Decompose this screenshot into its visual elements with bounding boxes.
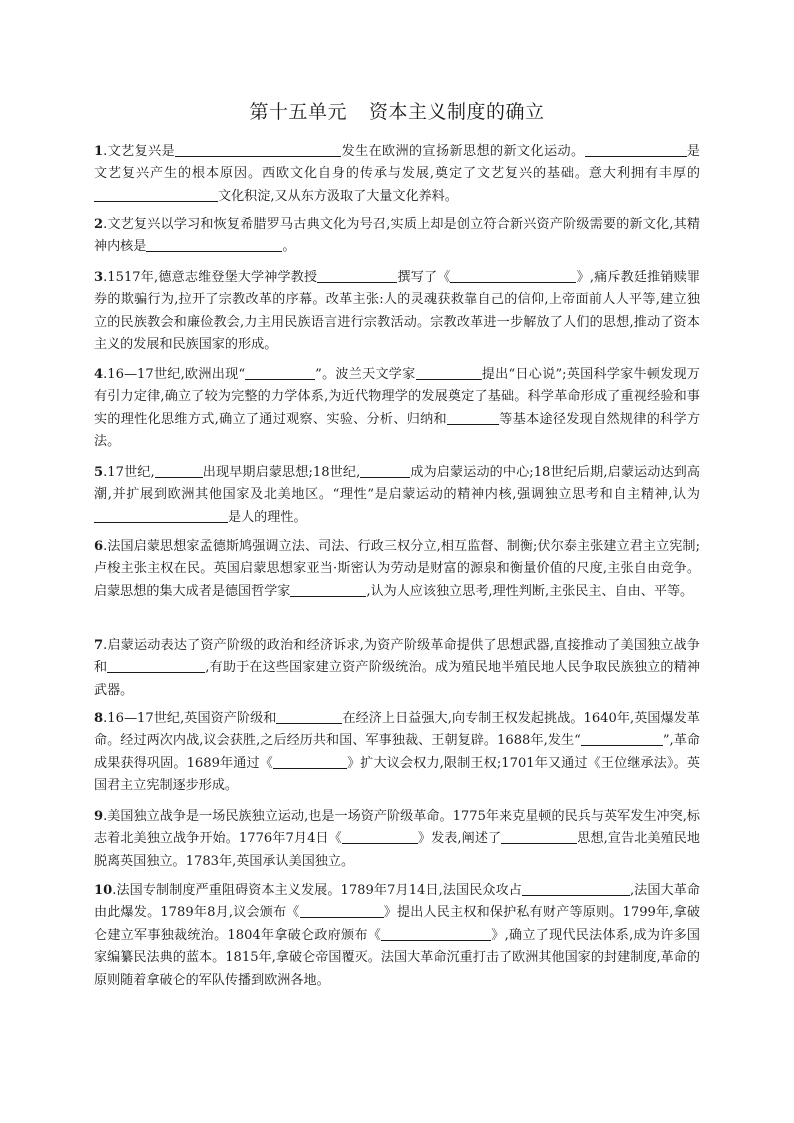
answer-blank[interactable] (447, 410, 499, 425)
answer-blank[interactable] (581, 731, 663, 746)
question-number: 1 (94, 144, 104, 159)
answer-blank[interactable] (585, 142, 687, 157)
question-number: 3 (94, 270, 104, 285)
question-7: 7.启蒙运动表达了资产阶级的政治和经济诉求,为资产阶级革命提供了思想武器,直接推动了美国独立战争和 ,有助于在这些国家建立资产阶级统治。成为殖民地半殖民地人民争取民族独立的精神武器。 (94, 638, 700, 698)
question-number: 2 (94, 217, 104, 232)
answer-blank[interactable] (416, 365, 482, 380)
answer-blank[interactable] (273, 754, 347, 769)
question-2: 2.文艺复兴以学习和恢复希腊罗马古典文化为号召,实质上却是创立符合新兴资产阶级需要的新文化,其精神内核是 。 (94, 217, 700, 255)
answer-blank[interactable] (360, 463, 410, 478)
question-number: 4 (94, 367, 104, 382)
unit-topic: 资本主义制度的确立 (369, 101, 545, 123)
question-5: 5.17世纪, 出现早期启蒙思想;18世纪, 成为启蒙运动的中心;18世纪后期,启蒙运动达到高潮,并扩展到欧洲其他国家及北美地区。“理性”是启蒙运动的精神内核,强调独立思考和自主精神,认为是人的理性。 (94, 465, 700, 525)
answer-blank[interactable] (94, 187, 218, 202)
question-number: 5 (94, 465, 104, 480)
answer-blank[interactable] (342, 829, 418, 844)
question-number: 10 (94, 883, 113, 898)
question-10: 10.法国专制制度严重阻碍资本主义发展。1789年7月14日,法国民众攻占 ,法国大革命由此爆发。1789年8月,议会颁布《 》提出人民主权和保护私有财产等原则。1799年,拿破仑建立军事独裁统治。1804年拿破仑政府颁布《 》,确立了现代民法体系,成为许多国家编纂民法典的蓝本。1815年,拿破仑帝国覆灭。法国大革命沉重打击了欧洲其他国家的封建制度,革命的原则随着拿破仑的军队传播到欧洲各地。 (94, 883, 700, 988)
question-number: 9 (94, 809, 104, 824)
unit-label: 第十五单元 (249, 101, 347, 123)
question-6: 6.法国启蒙思想家孟德斯鸠强调立法、司法、行政三权分立,相互监督、制衡;伏尔泰主张建立君主立宪制;卢梭主张主权在民。英国启蒙思想家亚当·斯密认为劳动是财富的源泉和衡量价值的尺度,主张自由竞争。启蒙思想的集大成者是德国哲学家 ,认为人应该独立思考,理性判断,主张民主、自由、平等。 (94, 539, 700, 599)
question-number: 7 (94, 638, 104, 653)
question-number: 8 (94, 711, 104, 726)
answer-blank[interactable] (522, 881, 630, 896)
question-8: 8.16—17世纪,英国资产阶级和 在经济上日益强大,向专制王权发起挑战。1640年,英国爆发革命。经过两次内战,议会获胜,之后经历共和国、军事独裁、王朝复辟。1688年,发生“ ”,革命成果获得巩固。1689年通过《 》扩大议会权力,限制王权;1701年又通过《王位继承法》。英国君主立宪制逐步形成。 (94, 711, 700, 794)
question-9: 9.美国独立战争是一场民族独立运动,也是一场资产阶级革命。1775年来克星顿的民兵与英军发生冲突,标志着北美独立战争开始。1776年7月4日《 》发表,阐述了 思想,宣告北美殖民地脱离英国独立。1783年,英国承认美国独立。 (94, 809, 701, 869)
answer-blank[interactable] (450, 268, 576, 283)
question-1: 1.文艺复兴是 发生在欧洲的宣扬新思想的新文化运动。 是文艺复兴产生的根本原因。西欧文化自身的传承与发展,奠定了文艺复兴的基础。意大利拥有丰厚的文化积淀,又从东方汲取了大量文化养料。 (94, 144, 700, 204)
answer-blank[interactable] (276, 709, 342, 724)
answer-blank[interactable] (317, 268, 397, 283)
answer-blank[interactable] (146, 237, 282, 252)
question-number: 6 (94, 539, 104, 554)
answer-blank[interactable] (501, 829, 577, 844)
answer-blank[interactable] (300, 903, 384, 918)
answer-blank[interactable] (155, 463, 203, 478)
answer-blank[interactable] (175, 142, 341, 157)
answer-blank[interactable] (107, 658, 205, 673)
page-title (0, 100, 794, 124)
question-3: 3.1517年,德意志维登堡大学神学教授 撰写了《 》,痛斥教廷推销赎罪券的欺骗行为,拉开了宗教改革的序幕。改革主张:人的灵魂获救靠自己的信仰,上帝面前人人平等,建立独立的民族教会和廉俭教会,力主用民族语言进行宗教活动。宗教改革进一步解放了人们的思想,推动了资本主义的发展和民族国家的形成。 (94, 270, 700, 353)
answer-blank[interactable] (94, 508, 228, 523)
answer-blank[interactable] (290, 582, 366, 597)
answer-blank[interactable] (245, 365, 315, 380)
question-4: 4.16—17世纪,欧洲出现“ ”。波兰天文学家 提出“日心说”;英国科学家牛顿发现万有引力定律,确立了较为完整的力学体系,为近代物理学的发展奠定了基础。科学革命形成了重视经验和事实的理性化思维方式,确立了通过观察、实验、分析、归纳和 等基本途径发现自然规律的科学方法。 (94, 367, 700, 450)
answer-blank[interactable] (381, 926, 491, 941)
